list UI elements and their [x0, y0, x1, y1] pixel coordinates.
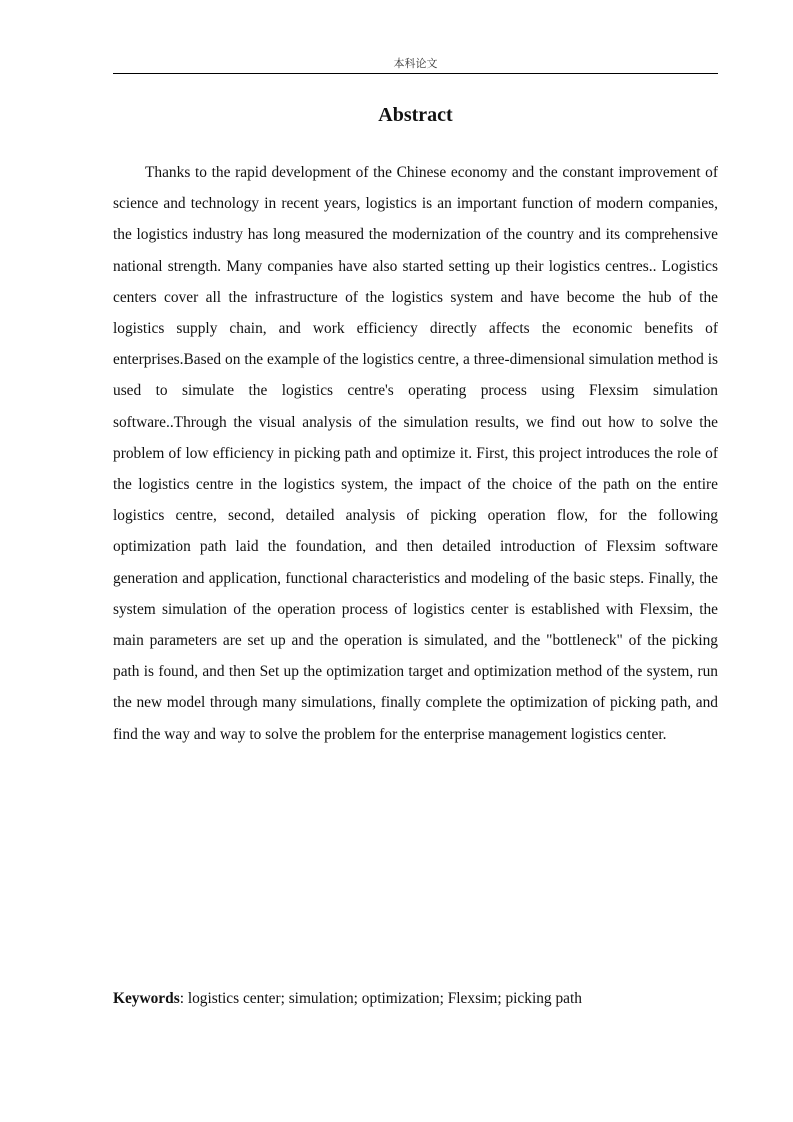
running-header: 本科论文	[393, 57, 438, 70]
header-rule	[113, 73, 718, 74]
abstract-title: Abstract	[378, 104, 453, 126]
keywords-separator: :	[179, 990, 188, 1007]
abstract-body: Thanks to the rapid development of the Chinese economy and the constant improvement of science and technology in recent years, logistics is an important function of modern companies, the logistics industry has long measured the modernization of the country and its comprehensive national strength. Many companies have also started setting up their logistics centres.. Logistics centers cover all the infrastructure of the logistics system and have become the hub of the logistics supply chain, and work efficiency directly affects the economic benefits of enterprises.Based on the example of the logistics centre, a three-dimensional simulation method is used to simulate the logistics centre's operating process using Flexsim simulation software..Through the visual analysis of the simulation results, we find out how to solve the problem of low efficiency in picking path and optimize it. First, this project introduces the role of the logistics centre in the logistics system, the impact of the choice of the path on the entire logistics centre, second, detailed analysis of picking operation flow, for the following optimization path laid the foundation, and then detailed introduction of Flexsim software generation and application, functional characteristics and modeling of the basic steps. Finally, the system simulation of the operation process of logistics center is established with Flexsim, the main parameters are set up and the operation is simulated, and the "bottleneck" of the picking path is found, and then Set up the optimization target and optimization method of the system, run the new model through many simulations, finally complete the optimization of picking path, and find the way and way to solve the problem for the enterprise management logistics center.	[113, 164, 718, 743]
keywords-text: logistics center; simulation; optimization; Flexsim; picking path	[187, 990, 582, 1007]
keywords-label: Keywords	[113, 990, 180, 1007]
keywords-line	[113, 988, 718, 1010]
